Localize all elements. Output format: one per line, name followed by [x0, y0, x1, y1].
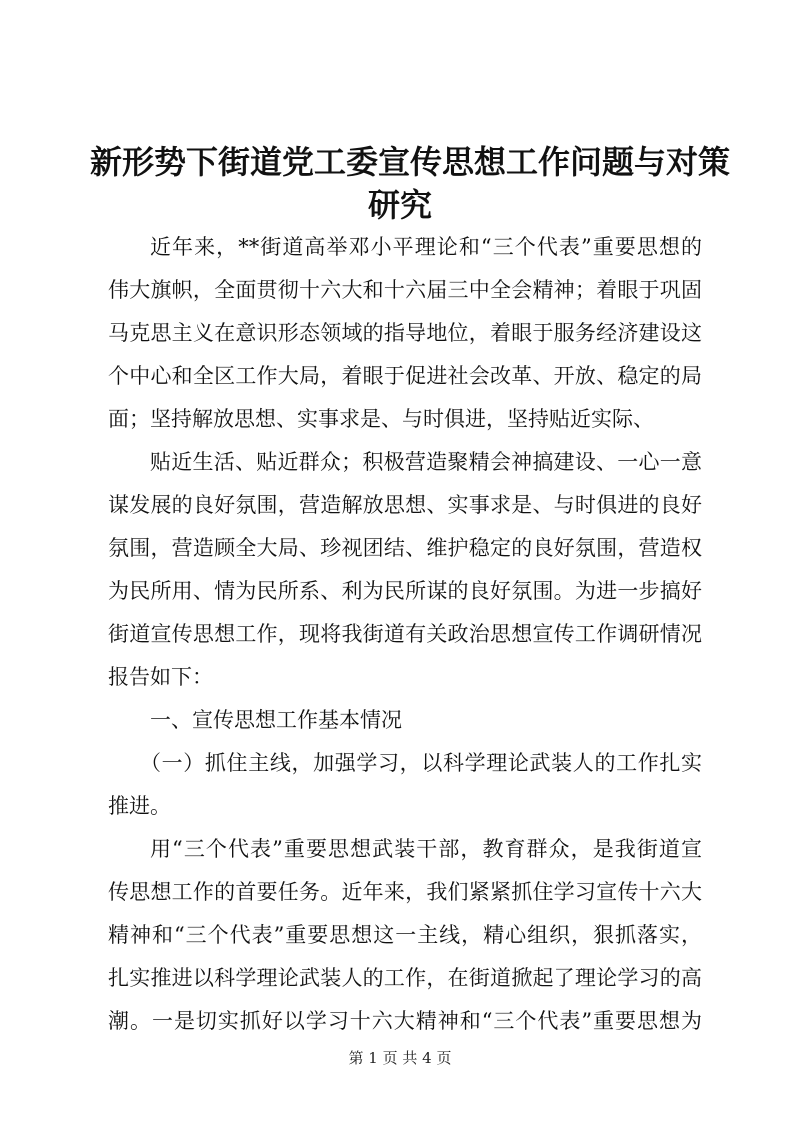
body-line: 传思想工作的首要任务。近年来，我们紧紧抓住学习宣传十六大 [108, 880, 702, 904]
body-line: 为民所用、情为民所系、利为民所谋的良好氛围。为进一步搞好 [108, 579, 702, 603]
body-line: 街道宣传思想工作，现将我街道有关政治思想宣传工作调研情况 [108, 622, 702, 646]
body-line: 个中心和全区工作大局，着眼于促进社会改革、开放、稳定的局 [108, 364, 702, 388]
body-line: 报告如下： [108, 665, 213, 689]
body-line: 氛围，营造顾全大局、珍视团结、维护稳定的良好氛围，营造权 [108, 536, 702, 560]
body-line: 推进。 [108, 794, 171, 818]
body-line: 贴近生活、贴近群众；积极营造聚精会神搞建设、一心一意 [150, 450, 702, 474]
section-heading: 一、宣传思想工作基本情况 [150, 708, 402, 732]
body-line: 面；坚持解放思想、实事求是、与时俱进，坚持贴近实际、 [108, 407, 654, 431]
document-title-line-2: 研究 [367, 186, 432, 224]
body-line: 马克思主义在意识形态领域的指导地位，着眼于服务经济建设这 [108, 321, 702, 345]
body-line: 扎实推进以科学理论武装人的工作，在街道掀起了理论学习的高 [108, 966, 702, 990]
document-title-line-1: 新形势下街道党工委宣传思想工作问题与对策 [90, 143, 731, 181]
body-line: 潮。一是切实抓好以学习十六大精神和“三个代表”重要思想为 [108, 1009, 702, 1033]
body-line: 精神和“三个代表”重要思想这一主线，精心组织，狠抓落实， [108, 923, 702, 947]
body-line: 近年来，**街道高举邓小平理论和“三个代表”重要思想的 [150, 235, 702, 259]
body-line: 谋发展的良好氛围，营造解放思想、实事求是、与时俱进的良好 [108, 493, 702, 517]
page-footer: 第 1 页 共 4 页 [348, 1049, 452, 1067]
body-line: 伟大旗帜，全面贯彻十六大和十六届三中全会精神；着眼于巩固 [108, 278, 702, 302]
subsection-heading: （一）抓住主线，加强学习，以科学理论武装人的工作扎实 [140, 751, 702, 775]
body-line: 用“三个代表”重要思想武装干部，教育群众，是我街道宣 [150, 837, 702, 861]
